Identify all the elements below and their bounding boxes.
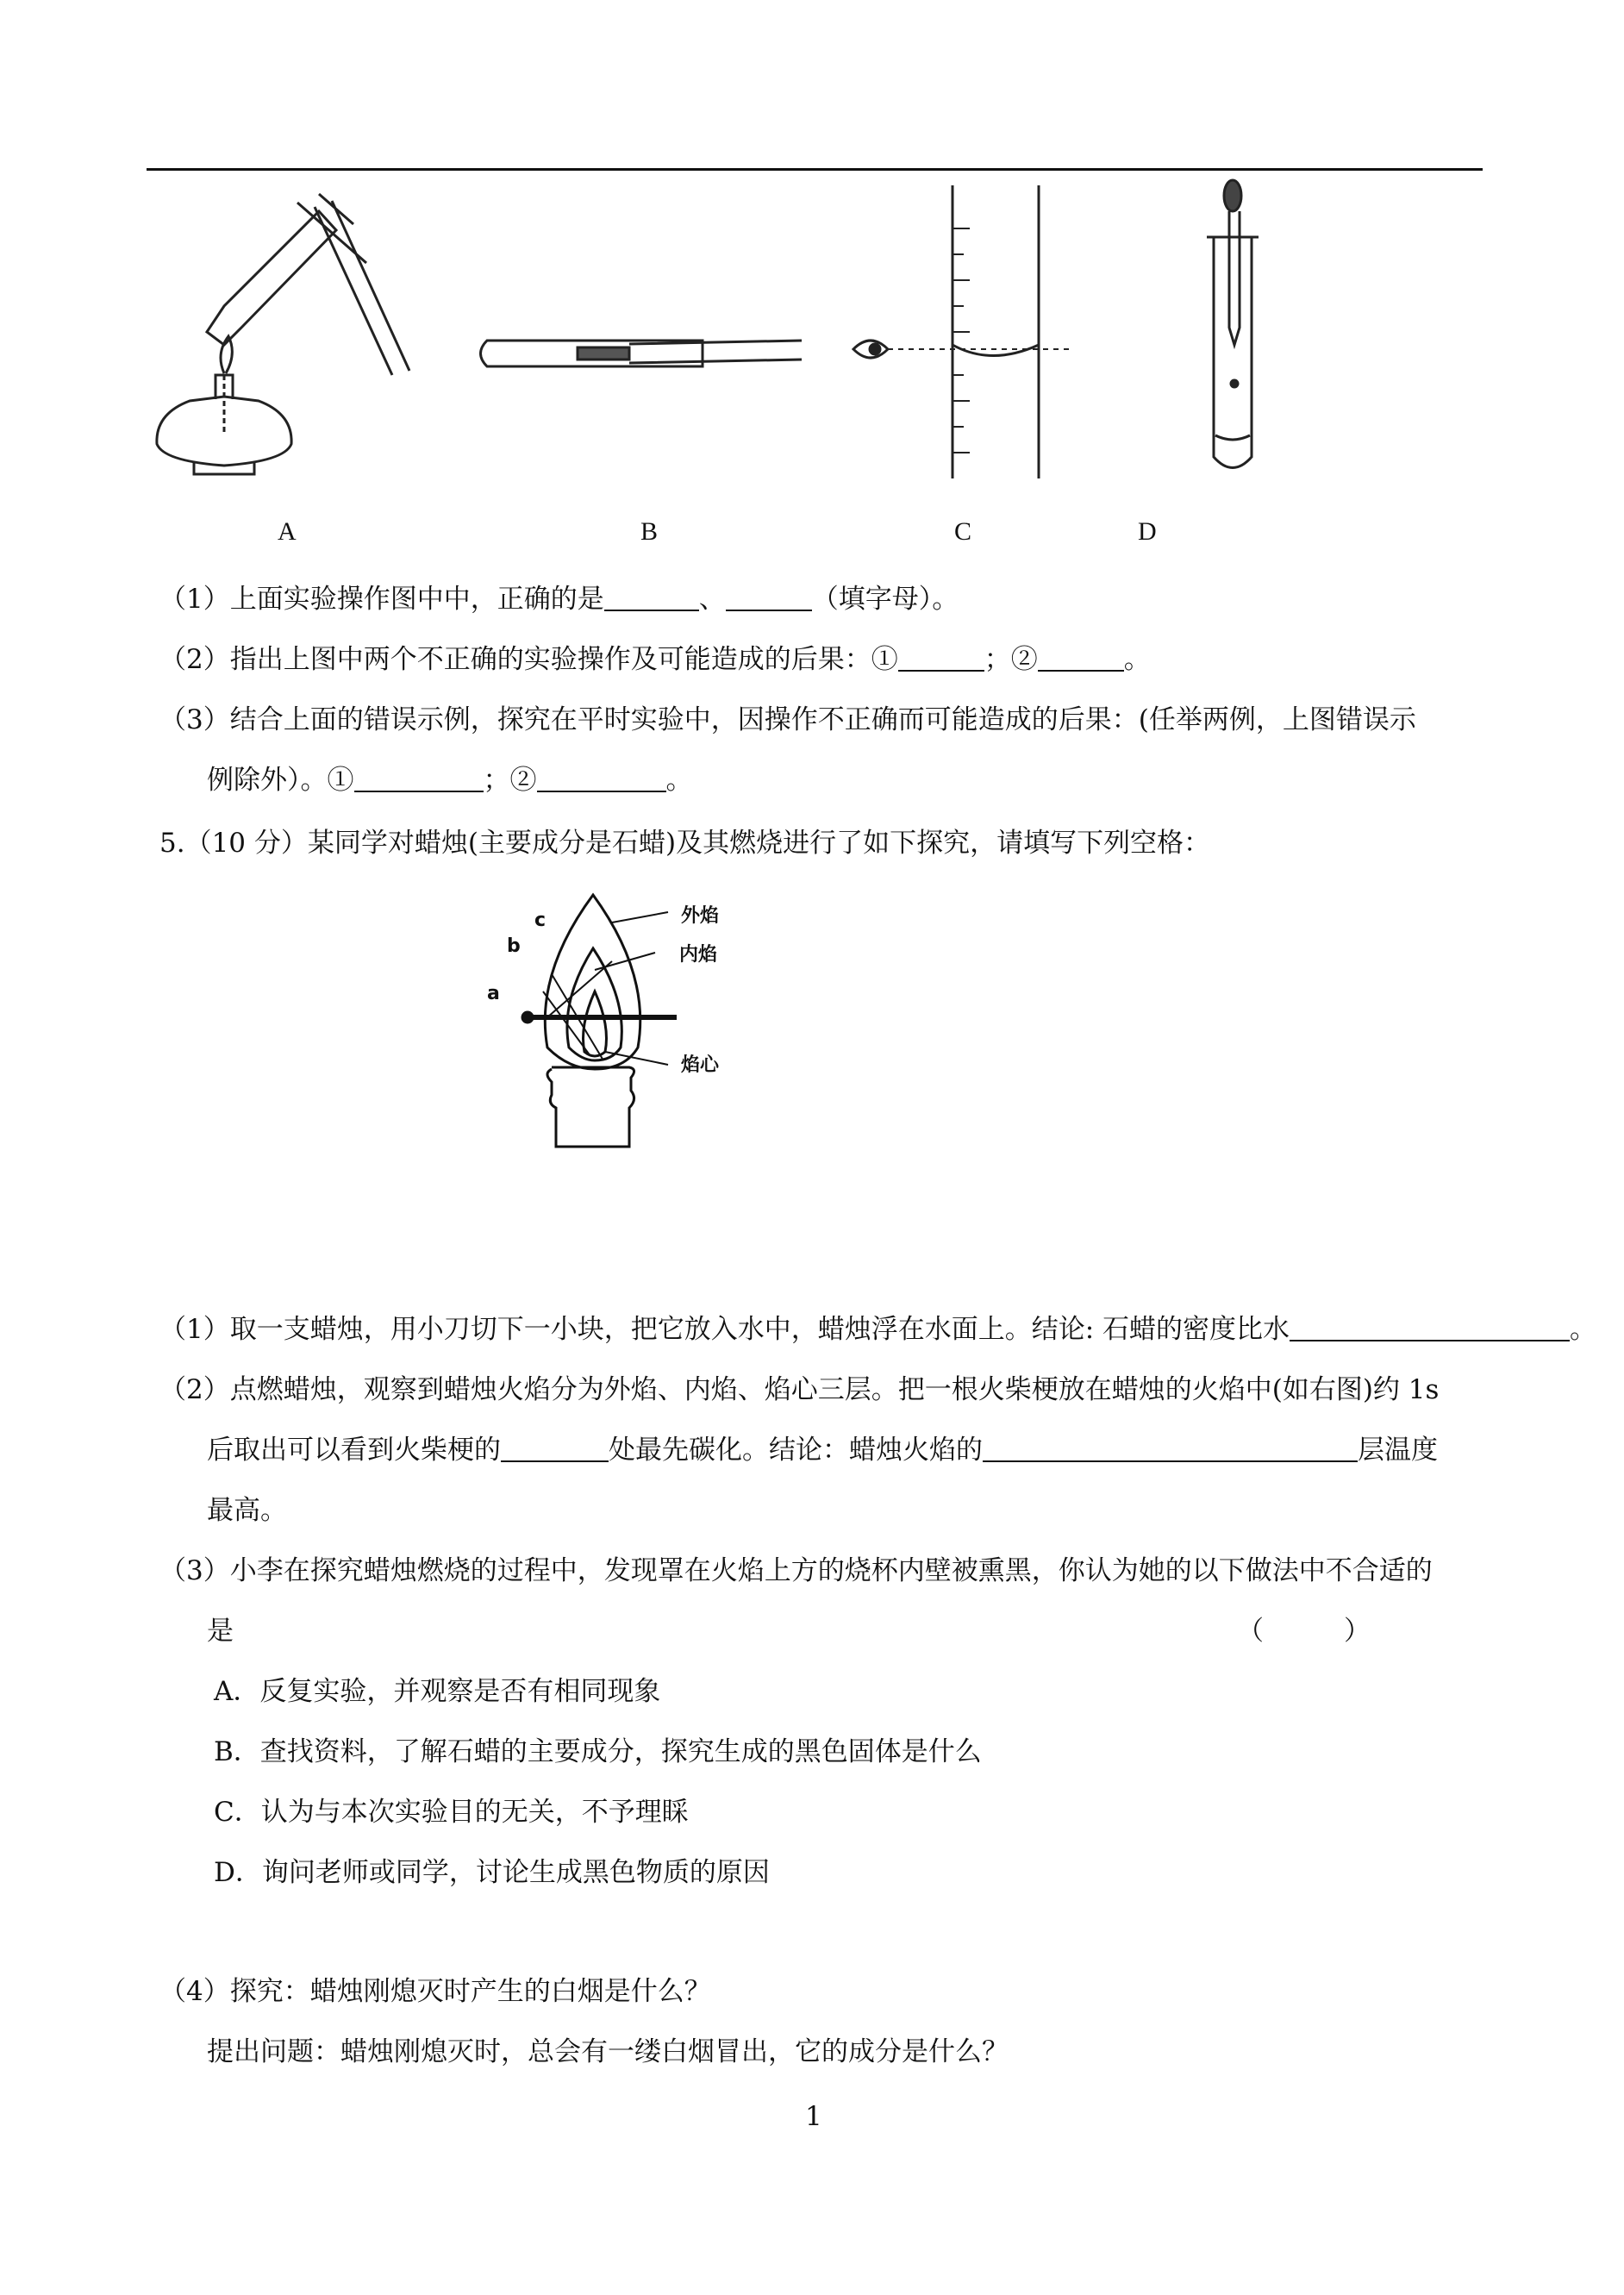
flame-label-c: c [534,910,547,931]
figure-label-b: B [640,517,659,546]
q5-item-2-line2: 后取出可以看到火柴梗的 处最先碳化。结论：蜡烛火焰的 层温度 [207,1435,1438,1466]
experiment-figure [147,177,1483,573]
answer-paren[interactable]: （ ） [1237,1616,1371,1647]
answer-blank[interactable] [726,584,812,611]
figure-label-a: A [278,517,297,546]
answer-blank[interactable] [354,765,484,792]
q5-item-4: （4）探究：蜡烛刚熄灭时产生的白烟是什么？ [159,1976,711,2007]
q5-heading: 5.（10 分）某同学对蜡烛(主要成分是石蜡)及其燃烧进行了如下探究，请填写下列空格： [159,828,1211,859]
q5-item-3-line1: （3）小李在探究蜡烛燃烧的过程中，发现罩在火焰上方的烧杯内壁被熏黑，你认为她的以下做法中不合适的 [159,1555,1433,1586]
page-number: 1 [805,2101,822,2132]
figure-a-heating-test-tube [157,194,409,474]
q5-item-1: （1）取一支蜡烛，用小刀切下一小块，把它放入水中，蜡烛浮在水面上。结论: 石蜡的密度比水 。 [159,1314,1597,1345]
answer-blank[interactable] [983,1435,1358,1462]
option-c[interactable]: C．认为与本次实验目的无关，不予理睬 [214,1797,689,1828]
q5-item-3-line2: 是 [207,1616,234,1647]
answer-blank[interactable] [537,765,666,792]
answer-blank[interactable] [604,584,699,611]
figure-c-graduated-cylinder [853,185,1073,478]
q4-item-3-line1: （3）结合上面的错误示例，探究在平时实验中，因操作不正确而可能造成的后果：(任举两例，上图错误示 [159,704,1416,735]
q4-item-3-line2: 例除外）。① ；② 。 [207,765,693,796]
q5-item-2-line1: （2）点燃蜡烛，观察到蜡烛火焰分为外焰、内焰、焰心三层。把一根火柴梗放在蜡烛的火焰中(如右图)约 1s [159,1374,1440,1405]
figure-b-test-tube-horizontal [481,341,803,366]
answer-blank[interactable] [898,644,984,672]
answer-blank[interactable] [501,1435,609,1462]
option-b[interactable]: B．查找资料，了解石蜡的主要成分，探究生成的黑色固体是什么 [214,1736,982,1767]
flame-label-outer: 外焰 [681,905,720,927]
figure-d-dropper-in-tube [1207,180,1259,468]
header-rule [147,168,1483,171]
q5-item-4-question: 提出问题：蜡烛刚熄灭时，总会有一缕白烟冒出，它的成分是什么？ [207,2036,1009,2067]
answer-blank[interactable] [1290,1314,1570,1341]
answer-blank[interactable] [1038,644,1124,672]
flame-label-inner: 内焰 [679,944,718,966]
q5-item-2-line3: 最高。 [207,1495,287,1526]
candle-flame-diagram [483,888,741,1164]
figure-label-c: C [954,517,972,546]
q4-item-1: （1）上面实验操作图中中，正确的是 、 （填字母）。 [159,584,959,615]
flame-label-b: b [507,935,521,957]
flame-label-a: a [487,983,500,1004]
option-a[interactable]: A．反复实验，并观察是否有相同现象 [214,1676,661,1707]
option-d[interactable]: D．询问老师或同学，讨论生成黑色物质的原因 [214,1857,770,1888]
q4-item-2: （2）指出上图中两个不正确的实验操作及可能造成的后果：① ；② 。 [159,644,1151,675]
figure-label-d: D [1138,517,1157,546]
flame-label-core: 焰心 [681,1054,720,1076]
